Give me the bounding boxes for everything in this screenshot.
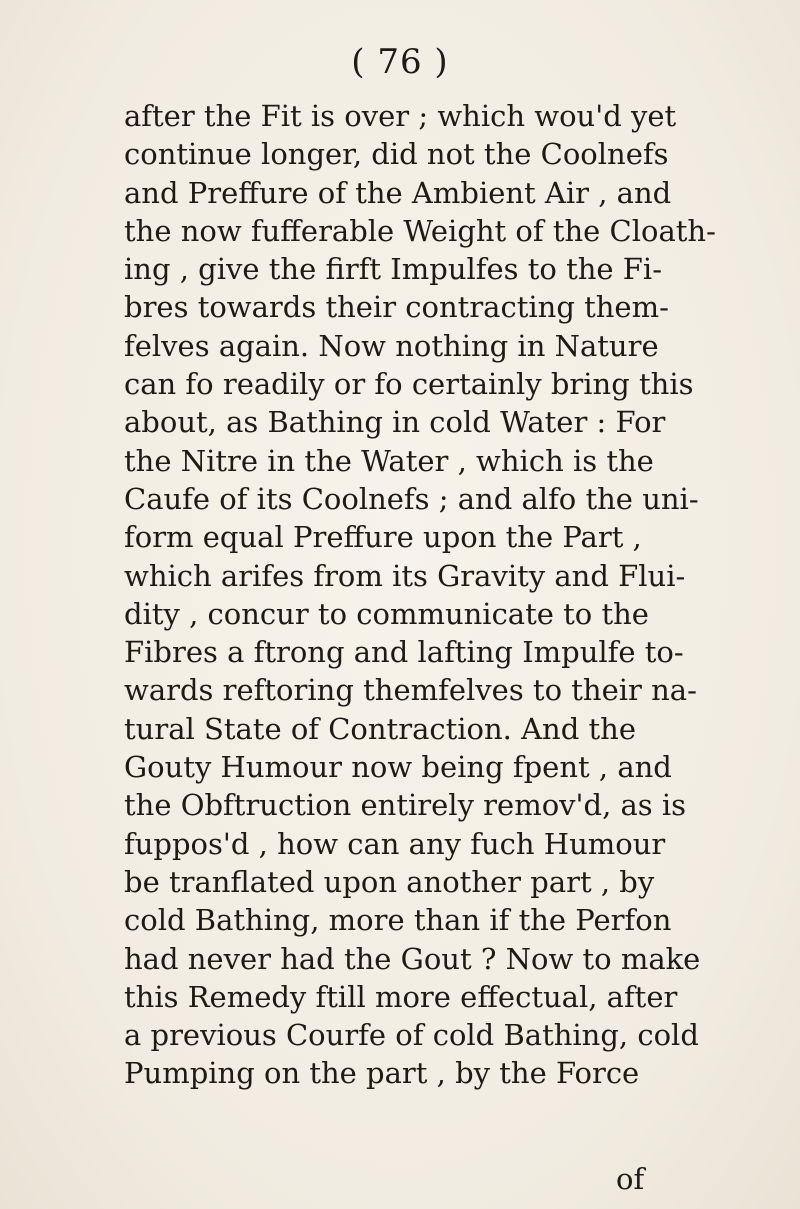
page-number: ( 76 ): [351, 42, 449, 82]
catchword: of: [616, 1162, 645, 1196]
text-line: continue longer, did not the Coolnefs: [124, 137, 669, 172]
text-line: bres towards their contracting them-: [124, 290, 669, 325]
text-line: wards reftoring themfelves to their na-: [124, 673, 697, 708]
text-line: a previous Courfe of cold Bathing, cold: [124, 1018, 699, 1053]
text-line: after the Fit is over ; which wou'd yet: [124, 99, 677, 133]
text-line: Pumping on the part , by the Force: [124, 1056, 640, 1091]
text-line: this Remedy ftill more effectual, after: [124, 979, 678, 1014]
text-line: can fo readily or fo certainly bring this: [124, 367, 694, 402]
text-line: the Nitre in the Water , which is the: [124, 443, 654, 478]
text-line: the now fufferable Weight of the Cloath-: [124, 213, 716, 248]
text-line: Fibres a ftrong and lafting Impulfe to-: [124, 635, 684, 670]
text-line: cold Bathing, more than if the Perfon: [124, 903, 672, 938]
text-line: felves again. Now nothing in Nature: [124, 328, 659, 363]
text-line: the Obftruction entirely remov'd, as is: [124, 788, 687, 823]
text-line: and Preffure of the Ambient Air , and: [124, 175, 672, 210]
text-line: ing , give the firft Impulfes to the Fi-: [124, 252, 663, 287]
text-line: had never had the Gout ? Now to make: [124, 941, 701, 976]
text-line: about, as Bathing in cold Water : For: [124, 405, 666, 440]
text-line: Caufe of its Coolnefs ; and alfo the uni-: [124, 481, 699, 516]
text-line: be tranflated upon another part , by: [124, 864, 655, 899]
body-text: [124, 97, 800, 1093]
text-line: Gouty Humour now being fpent , and: [124, 750, 672, 785]
text-line: form equal Preffure upon the Part ,: [124, 520, 642, 555]
text-line: which arifes from its Gravity and Flui-: [124, 558, 686, 593]
text-line: fuppos'd , how can any fuch Humour: [124, 826, 666, 861]
text-line: dity , concur to communicate to the: [124, 596, 649, 631]
text-line: tural State of Contraction. And the: [124, 711, 637, 746]
